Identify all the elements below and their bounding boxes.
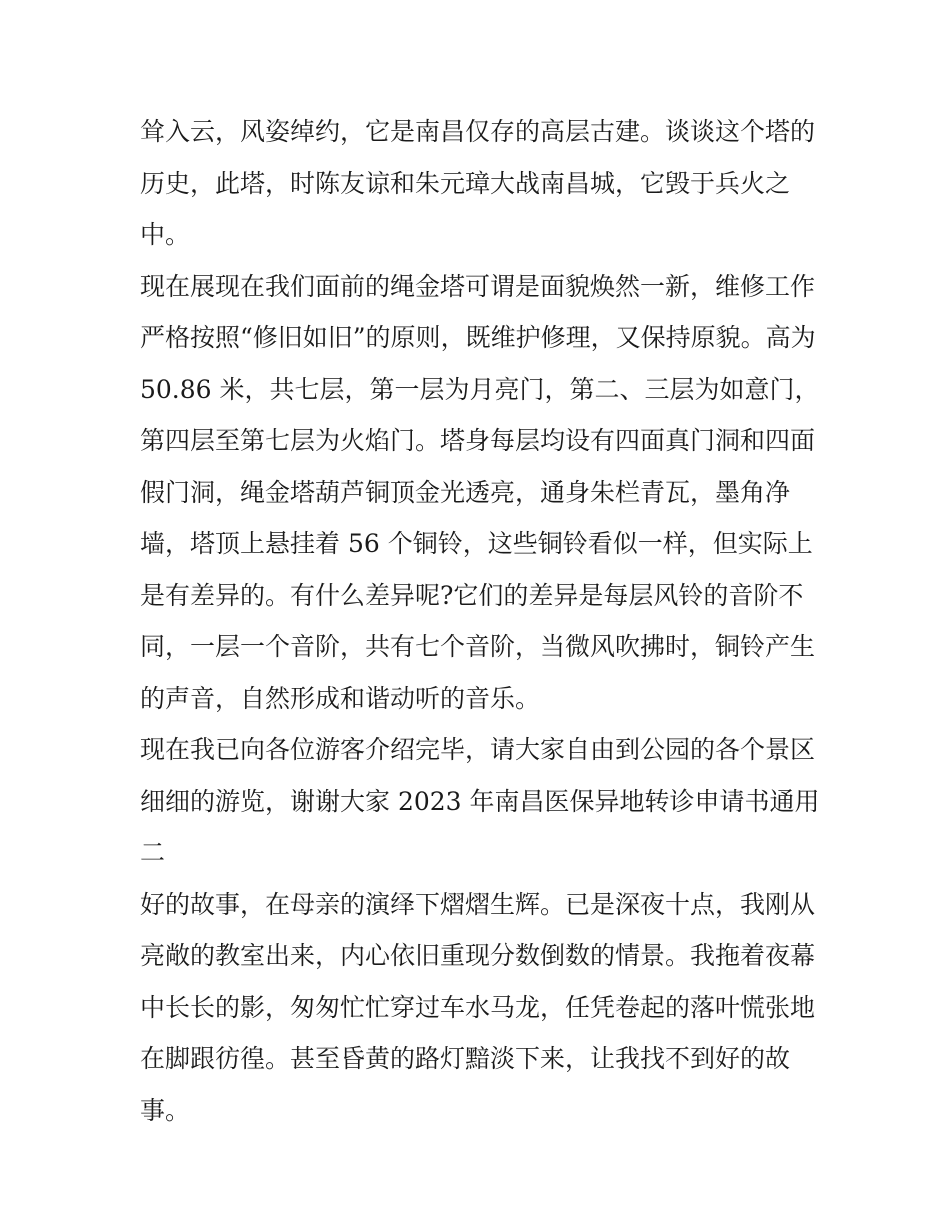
text-line: 历史，此塔，时陈友谅和朱元璋大战南昌城，它毁于兵火之 xyxy=(140,168,791,198)
text-line: 中。 xyxy=(140,220,191,249)
text-line: 在脚跟彷徨。甚至昏黄的路灯黯淡下来，让我找不到好的故 xyxy=(140,1044,791,1073)
text-line: 二 xyxy=(140,838,166,867)
text-line: 第四层至第七层为火焰门。塔身每层均设有四面真门洞和四面 xyxy=(140,426,816,455)
text-line: 好的故事，在母亲的演绎下熠熠生辉。已是深夜十点，我刚从 xyxy=(140,889,816,919)
paragraph-story xyxy=(140,879,816,1137)
paragraph-tower-description xyxy=(140,261,820,725)
paragraph-tower-history xyxy=(140,106,816,261)
text-line: 假门洞，绳金塔葫芦铜顶金光透亮，通身朱栏青瓦，墨角净 xyxy=(140,477,791,507)
text-line: 亮敞的教室出来，内心依旧重现分数倒数的情景。我拖着夜幕 xyxy=(140,941,816,970)
text-line: 50.86 米，共七层，第一层为月亮门，第二、三层为如意门， xyxy=(140,374,820,404)
text-line: 同，一层一个音阶，共有七个音阶，当微风吹拂时，铜铃产生 xyxy=(140,632,816,661)
text-line: 的声音，自然形成和谐动听的音乐。 xyxy=(140,683,541,713)
text-line: 是有差异的。有什么差异呢?它们的差异是每层风铃的音阶不 xyxy=(140,580,804,610)
text-line: 耸入云，风姿绰约，它是南昌仅存的高层古建。谈谈这个塔的 xyxy=(140,117,816,146)
text-line: 现在展现在我们面前的绳金塔可谓是面貌焕然一新，维修工作 xyxy=(140,271,816,301)
document-body xyxy=(140,106,820,1136)
text-line: 现在我已向各位游客介绍完毕，请大家自由到公园的各个景区 xyxy=(140,735,816,764)
paragraph-closing xyxy=(140,724,820,879)
text-line: 墙，塔顶上悬挂着 56 个铜铃，这些铜铃看似一样，但实际上 xyxy=(140,529,813,558)
text-line: 中长长的影，匆匆忙忙穿过车水马龙，任凭卷起的落叶慌张地 xyxy=(140,992,816,1022)
text-line: 细细的游览，谢谢大家 2023 年南昌医保异地转诊申请书通用 xyxy=(140,786,820,816)
text-line: 严格按照“修旧如旧”的原则，既维护修理，又保持原貌。高为 xyxy=(140,323,816,352)
text-line: 事。 xyxy=(140,1095,191,1125)
